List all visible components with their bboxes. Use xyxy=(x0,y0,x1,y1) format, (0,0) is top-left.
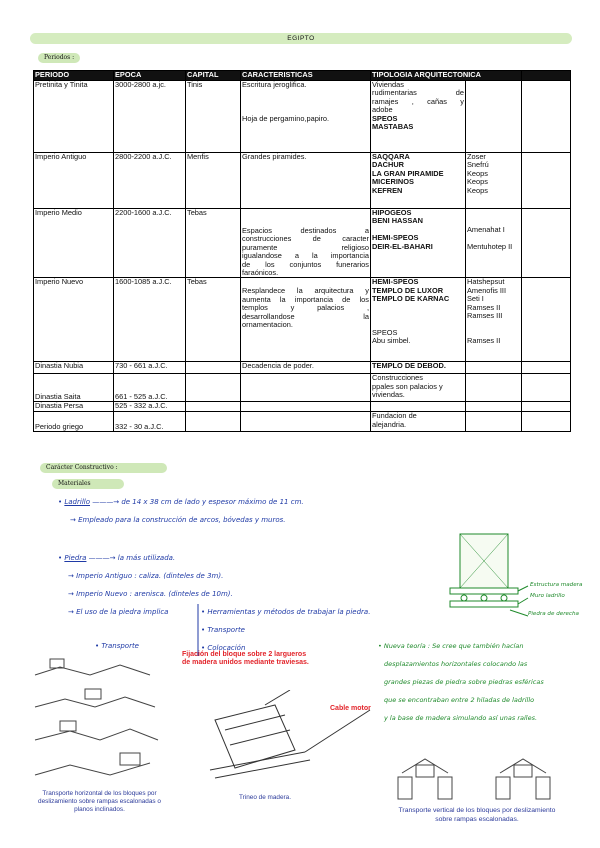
table-row xyxy=(34,402,571,412)
piedra-label: Piedra xyxy=(64,554,87,562)
table-row xyxy=(34,374,571,402)
table-row xyxy=(34,412,571,432)
ejemplo-cell xyxy=(466,278,522,362)
text-line: Ramses II xyxy=(467,302,501,312)
tipologia-cell xyxy=(371,412,466,432)
epoca-cell: 2800-2200 a.J.C. xyxy=(114,153,186,209)
text-line: Fundacion de xyxy=(372,411,417,421)
text-line: Hatshepsut xyxy=(467,277,505,287)
caracteristicas-cell xyxy=(241,402,371,412)
piedra-line-3: → El uso de la piedra implica xyxy=(68,608,169,616)
teoria-line: que se encontraban entre 2 hiladas de ladrillo xyxy=(384,696,535,704)
caracteristicas-cell xyxy=(241,374,371,402)
text-line: adobe xyxy=(372,105,393,115)
epoca-cell: 525 - 332 a.J.C. xyxy=(114,402,186,412)
text-line: Seti I xyxy=(467,294,484,304)
periodo-cell: Pretinita y Tinita xyxy=(34,81,114,153)
epoca-cell: 1600-1085 a.J.C. xyxy=(114,278,186,362)
ejemplo-cell xyxy=(466,153,522,209)
text-line: ornamentacion. xyxy=(242,320,293,330)
text-line xyxy=(372,304,464,312)
text-line: Ramses III xyxy=(467,311,503,321)
ladrillo-label: Ladrillo xyxy=(64,498,90,506)
text-line xyxy=(467,320,520,328)
text-line: puramente religioso xyxy=(242,242,369,252)
text-line: Keops xyxy=(467,168,488,178)
table-row xyxy=(34,362,571,374)
text-line: MASTABAS xyxy=(372,122,414,132)
ejemplo-cell xyxy=(466,209,522,278)
caracteristicas-cell xyxy=(241,412,371,432)
text-line: Escritura jeroglifica. xyxy=(242,80,307,89)
blank-cell xyxy=(522,374,571,402)
text-line: Snefrú xyxy=(467,160,489,170)
text-line: Zoser xyxy=(467,152,486,161)
tipologia-cell xyxy=(371,278,466,362)
text-line: ramajes , cañas y xyxy=(372,96,464,106)
table-row xyxy=(34,81,571,153)
capital-cell: Menfis xyxy=(186,153,241,209)
text-line: LA GRAN PIRAMIDE xyxy=(372,168,444,178)
text-line: Viviendas xyxy=(372,80,404,89)
text-line: TEMPLO DE DEBOD. xyxy=(372,361,446,371)
ejemplo-cell xyxy=(466,81,522,153)
piedra-desc: la más utilizada. xyxy=(117,554,176,562)
tipologia-cell xyxy=(371,402,466,412)
header-cell: TIPOLOGIA ARQUITECTONICA xyxy=(371,71,522,81)
caracteristicas-cell xyxy=(241,81,371,153)
text-line: Decadencia de poder. xyxy=(242,361,314,371)
text-line: TEMPLO DE LUXOR xyxy=(372,285,444,295)
text-line xyxy=(242,89,369,97)
caption-right: Transporte vertical de los bloques por deslizamiento sobre rampas escalonadas. xyxy=(398,807,556,823)
diagram-label: Muro ladrillo xyxy=(530,593,565,599)
header-cell: PERIODO xyxy=(34,71,114,81)
table-row xyxy=(34,209,571,278)
implica-item: • Transporte xyxy=(201,626,245,634)
text-line: desarrollandose la xyxy=(242,311,369,321)
materiales-tag: Materiales xyxy=(52,479,124,489)
caption-mid: Trineo de madera. xyxy=(239,794,291,801)
implica-item: • Colocación xyxy=(201,644,246,652)
text-line: SPEOS xyxy=(372,113,398,123)
blank-cell xyxy=(522,412,571,432)
epoca-cell: 2200-1600 a.J.C. xyxy=(114,209,186,278)
text-line: SPEOS xyxy=(372,327,398,337)
text-line: Construcciones xyxy=(372,373,423,383)
tipologia-cell xyxy=(371,81,466,153)
text-line: SAQQARA xyxy=(372,152,410,161)
capital-cell: Tebas xyxy=(186,209,241,278)
ramp-illustration xyxy=(30,645,165,790)
periodo-cell: Dinastia Nubia xyxy=(34,362,114,374)
ejemplo-cell xyxy=(466,362,522,374)
capital-cell xyxy=(186,362,241,374)
caracter-tag: Carácter Constructivo : xyxy=(40,463,167,473)
caption-left: Transporte horizontal de los bloques por deslizamiento sobre rampas escalonadas o planos inclinados. xyxy=(38,790,161,813)
ladrillo-note: • Ladrillo ———→ de 14 x 38 cm de lado y espesor máximo de 11 cm. xyxy=(58,498,304,506)
caracteristicas-cell xyxy=(241,209,371,278)
blank-cell xyxy=(522,278,571,362)
piedra-note: • Piedra ———→ la más utilizada. xyxy=(58,554,176,562)
diagram-label: Estructura madera xyxy=(530,582,583,588)
text-line: TEMPLO DE KARNAC xyxy=(372,294,450,304)
periodo-cell: Periodo griego xyxy=(34,412,114,432)
text-line: HIPOGEOS xyxy=(372,208,412,217)
ejemplo-cell xyxy=(466,374,522,402)
capital-cell xyxy=(186,412,241,432)
implica-item: • Herramientas y métodos de trabajar la piedra. xyxy=(201,608,371,616)
ladrillo-use: → Empleado para la construcción de arcos, bóvedas y muros. xyxy=(70,516,286,524)
caracteristicas-cell xyxy=(241,362,371,374)
text-line: Hoja de pergamino,papiro. xyxy=(242,113,330,123)
text-line: Espacios destinados a xyxy=(242,226,369,235)
red-title: Fijación del bloque sobre 2 largueros de madera unidos mediante traviesas. xyxy=(182,651,309,666)
epoca-cell: 730 - 661 a.J.C. xyxy=(114,362,186,374)
text-line: BENI HASSAN xyxy=(372,216,423,226)
caracteristicas-cell xyxy=(241,153,371,209)
epoca-cell: 3000-2800 a.jc. xyxy=(114,81,186,153)
capital-cell: Tebas xyxy=(186,278,241,362)
text-line: Grandes piramides. xyxy=(242,152,307,161)
text-line: KEFREN xyxy=(372,185,403,195)
header-cell xyxy=(522,71,571,81)
text-line: faraónicos. xyxy=(242,268,279,278)
text-line xyxy=(242,98,369,106)
text-line xyxy=(372,312,464,320)
text-line: HEMI-SPEOS xyxy=(372,277,419,287)
sled-illustration xyxy=(200,690,375,790)
header-cell: CAPITAL xyxy=(186,71,241,81)
text-line: ppales son palacios y xyxy=(372,381,443,391)
tipologia-cell xyxy=(371,374,466,402)
table-row xyxy=(34,278,571,362)
blank-cell xyxy=(522,81,571,153)
page-title: EGIPTO xyxy=(30,33,572,44)
text-line: Amenofis III xyxy=(467,285,507,295)
periods-table xyxy=(33,70,571,432)
tipologia-cell xyxy=(371,362,466,374)
cable-motor-label: Cable motor xyxy=(330,705,371,712)
capital-cell xyxy=(186,374,241,402)
blank-cell xyxy=(522,402,571,412)
text-line: construcciones de caracter xyxy=(242,234,369,244)
ladrillo-desc: de 14 x 38 cm de lado y espesor máximo de 11 cm. xyxy=(121,498,304,506)
text-line: Keops xyxy=(467,185,488,195)
capital-cell xyxy=(186,402,241,412)
epoca-cell: 661 - 525 a.J.C. xyxy=(114,374,186,402)
blank-cell xyxy=(522,153,571,209)
periodo-cell: Dinastia Persa xyxy=(34,402,114,412)
ejemplo-cell xyxy=(466,402,522,412)
text-line xyxy=(467,209,520,217)
ejemplo-cell xyxy=(466,412,522,432)
text-line: de los conjuntos funerarios xyxy=(242,259,369,269)
blank-cell xyxy=(522,362,571,374)
text-line: alejandria. xyxy=(372,419,407,429)
periodo-cell: Imperio Nuevo xyxy=(34,278,114,362)
text-line: rudimentarias de xyxy=(372,88,464,98)
tipologia-cell xyxy=(371,209,466,278)
periods-tag: Periodos : xyxy=(38,53,80,63)
text-line: Mentuhotep II xyxy=(467,241,513,251)
epoca-cell: 332 - 30 a.J.C. xyxy=(114,412,186,432)
teoria-line: grandes piezas de piedra sobre piedras esféricas xyxy=(384,678,544,686)
text-line: HEMI-SPEOS xyxy=(372,233,419,243)
text-line: Amenahat I xyxy=(467,224,505,234)
header-cell: EPOCA xyxy=(114,71,186,81)
wall-diagram xyxy=(440,528,540,624)
text-line: Abu simbel. xyxy=(372,336,411,346)
text-line: Keops xyxy=(467,177,488,187)
capital-cell: Tinis xyxy=(186,81,241,153)
text-line: viviendas. xyxy=(372,390,405,400)
transporte-label: • Transporte xyxy=(95,642,139,650)
blank-cell xyxy=(522,209,571,278)
text-line: Resplandece la arquitectura y xyxy=(242,286,369,296)
teoria-line: desplazamientos horizontales colocando las xyxy=(384,660,528,668)
teoria-line: y la base de madera simulando así unas raíles. xyxy=(384,714,538,722)
text-line: aumenta la importancia de los xyxy=(242,294,369,304)
vertical-transport-illustration xyxy=(392,755,560,803)
table-header-row xyxy=(34,71,571,81)
piedra-line-1: → Imperio Antiguo : caliza. (dinteles de 3m). xyxy=(68,572,224,580)
text-line: MICERINOS xyxy=(372,177,414,187)
text-line: DACHUR xyxy=(372,160,405,170)
periodo-cell: Dinastia Saita xyxy=(34,374,114,402)
piedra-line-2: → Imperio Nuevo : arenisca. (dinteles de 10m). xyxy=(68,590,233,598)
tipologia-cell xyxy=(371,153,466,209)
diagram-label: Piedra de derecha xyxy=(528,611,579,617)
teoria-line: • Nueva teoría : Se cree que también hacían xyxy=(378,642,524,650)
caracteristicas-cell xyxy=(241,278,371,362)
text-line: templos y palacios , xyxy=(242,303,369,313)
periodo-cell: Imperio Medio xyxy=(34,209,114,278)
text-line: Ramses II xyxy=(467,336,501,346)
periodo-cell: Imperio Antiguo xyxy=(34,153,114,209)
header-cell: CARACTERISTICAS xyxy=(241,71,371,81)
text-line: DEIR-EL-BAHARI xyxy=(372,241,433,251)
table-row xyxy=(34,153,571,209)
text-line: igualandose a la importancia xyxy=(242,251,369,261)
